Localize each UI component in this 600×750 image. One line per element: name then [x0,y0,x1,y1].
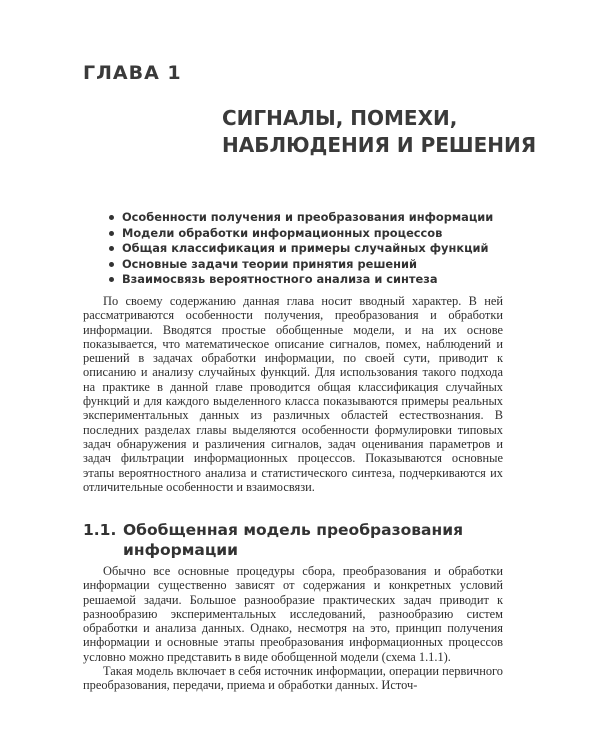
topic-item: Особенности получения и преобразования информации [109,210,549,226]
intro-paragraph: По своему содержанию данная глава носит вводный характер. В ней рассматриваются особенности получения, преобразования и обработки информации. Вводятся простые обобщенные модели, и на их основе показывается, что математическое описание сигналов, помех, наблюдений и решений в задачах обработки информации, по своей сути, приводит к описанию и анализу случайных функций. Для использования такого подхода на практике в данной главе проводится общая классификация случайных функций и для каждого выделенного класса показываются примеры реальных экспериментальных данных из различных областей естествознания. В последних разделах главы выделяются особенности формулировки типовых задач обнаружения и различения сигналов, задач оценивания параметров и задач фильтрации информационных процессов. Показываются основные этапы вероятностного анализа и статистического синтеза, подчеркиваются их отличительные особенности и взаимосвязи. [83,294,503,494]
body-paragraph: Обычно все основные процедуры сбора, преобразования и обработки информации существенно зависят от содержания и конкретных условий решаемой задачи. Большое разнообразие практических задач приводит к разнообразию экспериментальных исследований, разнообразию систем обработки и анализа данных. Однако, несмотря на это, принцип получения информации и основные этапы преобразования информационных процессов условно можно представить в виде обобщенной модели (схема 1.1.1). [83,564,503,664]
chapter-label: ГЛАВА 1 [83,62,182,84]
chapter-intro [83,294,503,494]
topic-item: Взаимосвязь вероятностного анализа и синтеза [109,272,549,288]
section-number: 1.1. [83,521,117,539]
chapter-title: СИГНАЛЫ, ПОМЕХИ, НАБЛЮДЕНИЯ И РЕШЕНИЯ [222,106,537,157]
topic-item: Общая классификация и примеры случайных функций [109,241,549,257]
section-title: Обобщенная модель преобразования информации [123,521,464,559]
section-heading [83,520,503,560]
chapter-topics-list [109,210,549,288]
section-body [83,564,503,693]
topic-item: Основные задачи теории принятия решений [109,257,549,273]
topic-item: Модели обработки информационных процессов [109,226,549,242]
body-paragraph: Такая модель включает в себя источник информации, операции первичного преобразования, передачи, приема и обработки данных. Источ- [83,664,503,693]
